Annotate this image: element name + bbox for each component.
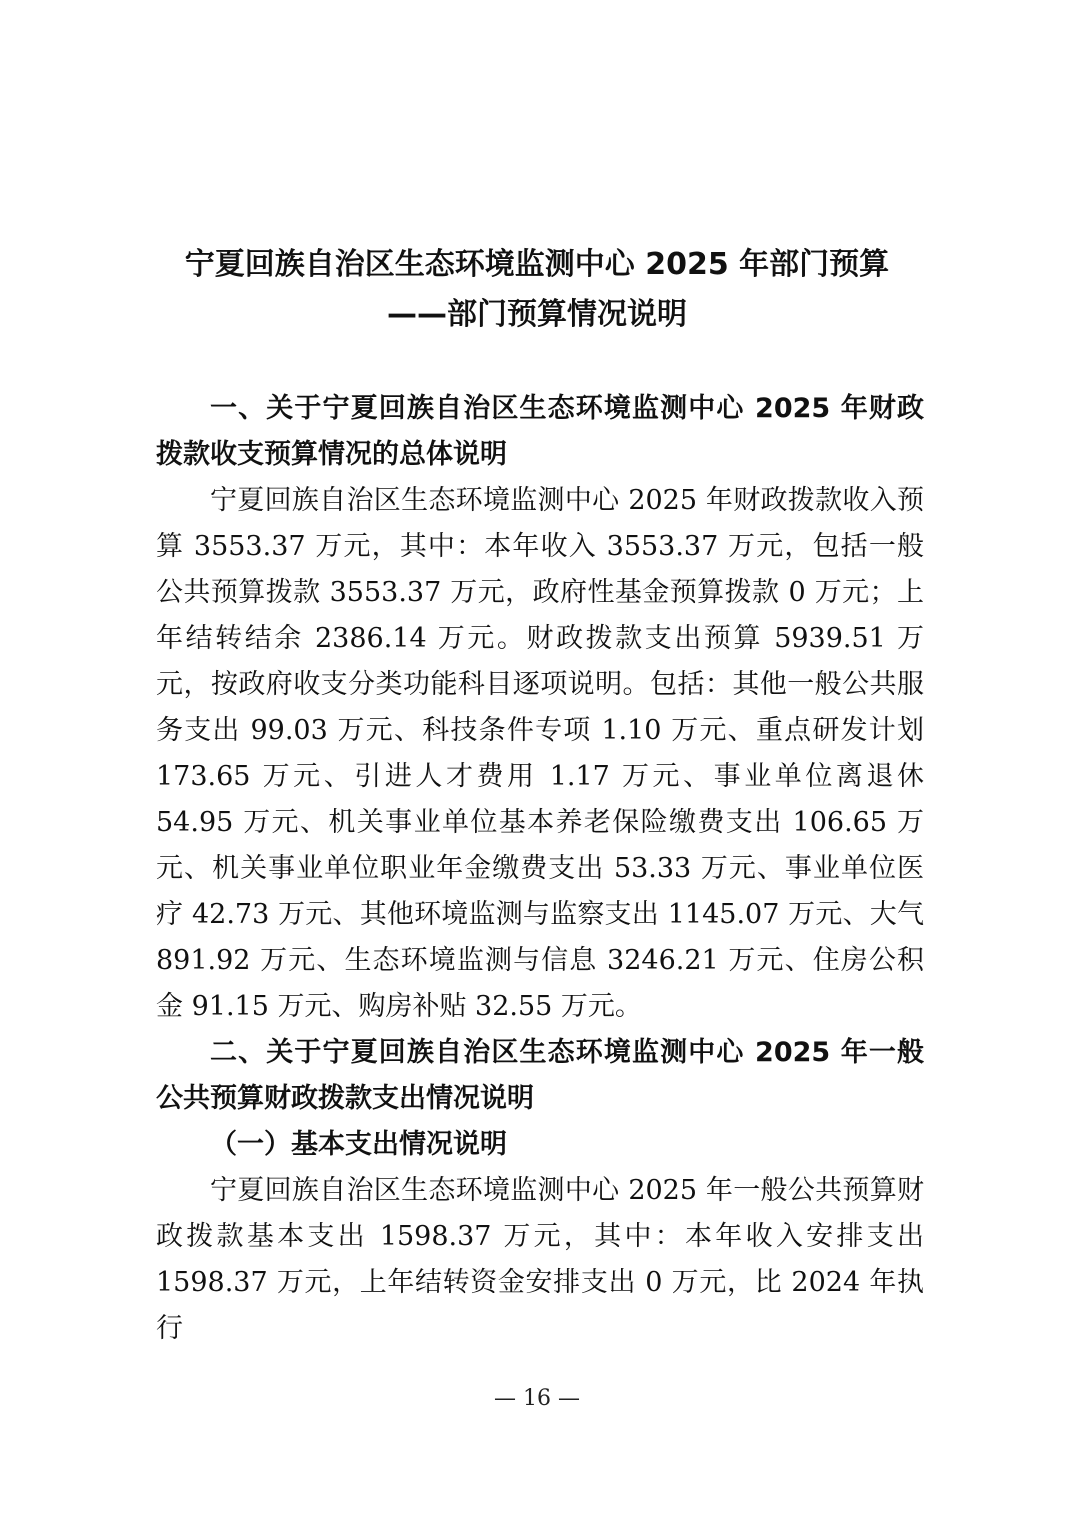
title-line-1: 宁夏回族自治区生态环境监测中心 2025 年部门预算 bbox=[184, 247, 890, 282]
page-number: — 16 — bbox=[494, 1386, 580, 1411]
section-1-heading: 一、关于宁夏回族自治区生态环境监测中心 2025 年财政拨款收支预算情况的总体说明 bbox=[156, 393, 924, 470]
document-body bbox=[156, 386, 924, 1352]
title-line-2: ——部门预算情况说明 bbox=[387, 297, 687, 332]
section-2-paragraph: 宁夏回族自治区生态环境监测中心 2025 年一般公共预算财政拨款基本支出 1598.37 万元，其中：本年收入安排支出 1598.37 万元，上年结转资金安排支出 0 万元，比 2024 年执行 bbox=[156, 1175, 924, 1344]
section-1-paragraph: 宁夏回族自治区生态环境监测中心 2025 年财政拨款收入预算 3553.37 万元，其中：本年收入 3553.37 万元，包括一般公共预算拨款 3553.37 万元，政府性基金预算拨款 0 万元；上年结转结余 2386.14 万元。财政拨款支出预算 5939.51 万元，按政府收支分类功能科目逐项说明。包括：其他一般公共服务支出 99.03 万元、科技条件专项 1.10 万元、重点研发计划 173.65 万元、引进人才费用 1.17 万元、事业单位离退休 54.95 万元、机关事业单位基本养老保险缴费支出 106.65 万元、机关事业单位职业年金缴费支出 53.33 万元、事业单位医疗 42.73 万元、其他环境监测与监察支出 1145.07 万元、大气 891.92 万元、生态环境监测与信息 3246.21 万元、住房公积金 91.15 万元、购房补贴 32.55 万元。 bbox=[156, 485, 924, 1022]
section-2-subheading: （一）基本支出情况说明 bbox=[210, 1129, 507, 1160]
document-title bbox=[150, 240, 924, 340]
section-2-heading: 二、关于宁夏回族自治区生态环境监测中心 2025 年一般公共预算财政拨款支出情况说明 bbox=[156, 1037, 924, 1114]
